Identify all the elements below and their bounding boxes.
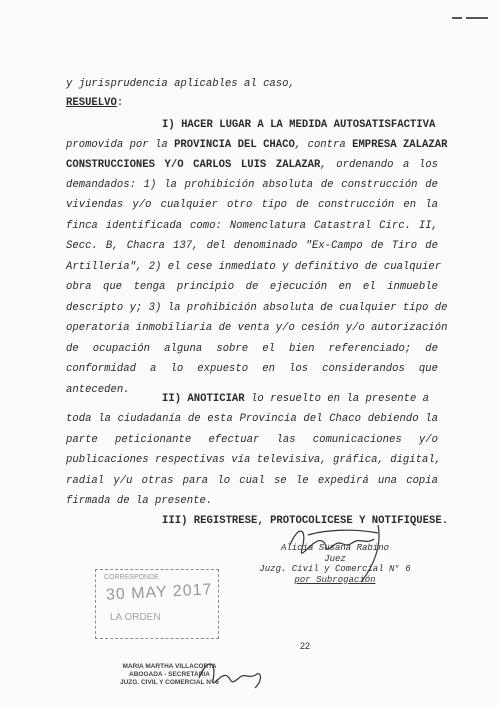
- item-3-heading: III) REGISTRESE, PROTOCOLICESE Y NOTIFIQUESE.: [162, 515, 449, 527]
- court-name: Juzg. Civil y Comercial N° 6: [259, 564, 411, 574]
- item-1-line: anteceden.: [66, 384, 130, 396]
- item-1-line: promovida por la PROVINCIA DEL CHACO, contra EMPRESA ZALAZAR: [66, 139, 448, 151]
- item-1-line: conformidad a lo expuesto en los considerandos que: [66, 363, 438, 375]
- item-1-line: operatoria inmobiliaria de venta y/o cesión y/o autorización: [66, 322, 448, 334]
- item-1-line: descripto y; 3) la prohibición absoluta de cualquier tipo de: [66, 302, 448, 314]
- item-1-line: obra que tenga principio de ejecución en el inmueble: [66, 281, 438, 293]
- item-1-line: Secc. B, Chacra 137, del denominado "Ex-Campo de Tiro de: [66, 240, 438, 252]
- item-1-line: demandados: 1) la prohibición absoluta de construcción de: [66, 179, 438, 191]
- item-2-line: toda la ciudadanía de esta Provincia del Chaco debiendo la: [66, 413, 438, 425]
- item-1-line: de ocupación alguna sobre el bien referenciado; de: [66, 343, 438, 355]
- item-2-line: publicaciones respectivas vía televisiva, gráfica, digital,: [66, 454, 442, 466]
- item-2-line: parte peticionante efectuar las comunicaciones y/o: [66, 434, 438, 446]
- resuelvo-heading: RESUELVO:: [66, 97, 124, 109]
- secretary-signature: [195, 652, 265, 694]
- judge-name: Alicia Susana Rabino: [280, 543, 390, 553]
- item-2-heading: II) ANOTICIAR lo resuelto en la presente a: [162, 393, 430, 405]
- secretary-stamp: MARIA MARTHA VILLACORTA ABOGADA - SECRETARIA JUZG. CIVIL Y COMERCIAL N° 6: [120, 663, 219, 686]
- subrogation-note: por Subrogación: [294, 574, 376, 585]
- item-1-heading: I) HACER LUGAR A LA MEDIDA AUTOSATISFACTIVA: [162, 119, 436, 131]
- date-stamp: CORRESPONDE 30 MAY 2017 LA ORDEN: [95, 569, 219, 639]
- item-1-line: CONSTRUCCIONES Y/O CARLOS LUIS ZALAZAR, ordenando a los: [66, 159, 439, 171]
- item-2-line: radial y/u otras para lo cual se le expedirá una copia: [66, 475, 438, 487]
- item-1-line: Artillería", 2) el cese inmediato y definitivo de cualquier: [66, 261, 442, 273]
- item-2-line: firmada de la presente.: [66, 495, 213, 507]
- item-1-line: finca identificada como: Nomenclatura Catastral Circ. II,: [66, 220, 438, 232]
- intro-line: y jurisprudencia aplicables al caso,: [66, 78, 295, 90]
- corner-mark: [452, 14, 488, 22]
- page-number: 22: [300, 641, 311, 651]
- item-1-line: viviendas y/o cualquier otro tipo de construcción en la: [66, 199, 438, 211]
- judge-title: Juez: [324, 553, 346, 564]
- signature-block: [230, 543, 440, 585]
